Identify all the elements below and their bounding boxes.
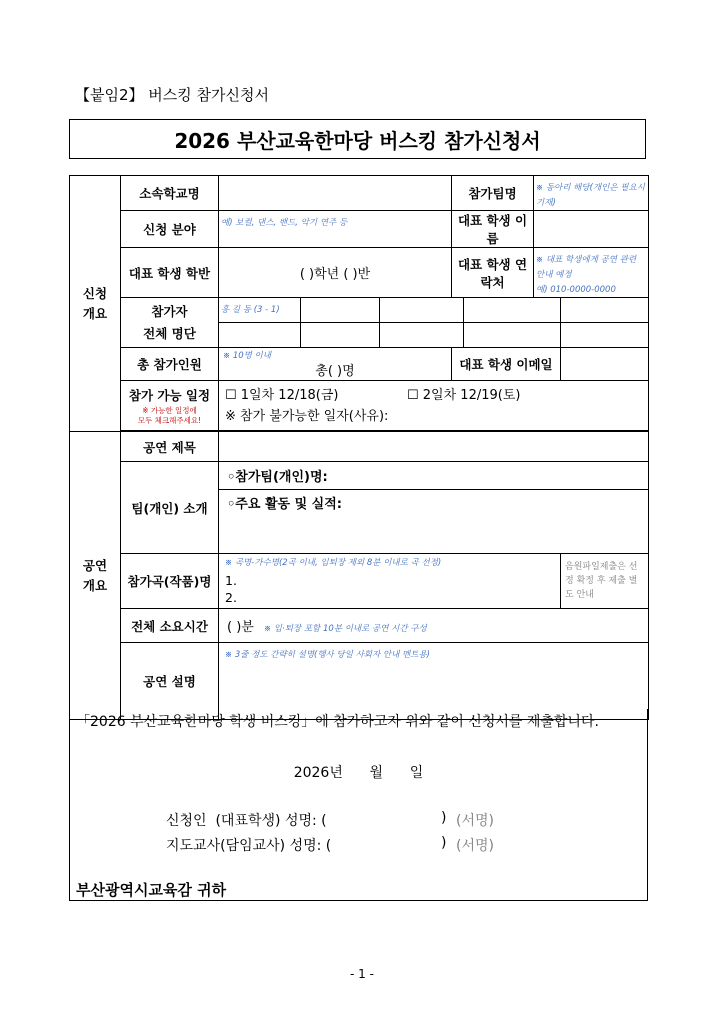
rep-contact-hint: ※ 대표 학생에게 공연 관련 안내 예정 예) 010-0000-0000 xyxy=(536,255,637,295)
duration-hint: ※ 입·퇴장 포함 10분 이내로 공연 시간 구성 xyxy=(263,624,427,634)
song-2: 2. xyxy=(225,590,237,605)
field-label: 신청 분야 xyxy=(121,211,219,248)
schedule-option-day1[interactable]: ☐ 1일차 12/18(금) xyxy=(225,387,339,403)
description-hint: ※ 3줄 정도 간략히 설명(행사 당일 사회자 안내 멘트용) xyxy=(225,650,430,660)
duration-value: ( )분 xyxy=(227,620,254,635)
songs-label: 참가곡(작품)명 xyxy=(121,554,219,609)
rep-grade-input[interactable] xyxy=(219,248,452,298)
rep-name-label: 대표 학생 이름 xyxy=(452,211,534,248)
team-name-input[interactable] xyxy=(534,176,649,211)
participant-cell[interactable] xyxy=(464,298,561,323)
section-performance xyxy=(70,432,121,720)
perf-title-input[interactable] xyxy=(219,432,649,462)
team-intro-activities[interactable] xyxy=(219,490,649,554)
rep-email-input[interactable] xyxy=(561,348,649,381)
applicant-close: ) xyxy=(441,810,447,826)
teacher-sign[interactable]: (서명) xyxy=(456,838,494,854)
duration-input[interactable] xyxy=(219,609,649,643)
description-input[interactable] xyxy=(219,643,649,720)
section-performance-label: 공연 개요 xyxy=(82,557,108,593)
participant-cell[interactable] xyxy=(464,323,561,348)
participant-cell[interactable] xyxy=(380,298,464,323)
form-title: 2026 부산교육한마당 버스킹 참가신청서 xyxy=(69,119,646,159)
teacher-line: 지도교사(담임교사) 성명: ( xyxy=(166,838,332,854)
section-overview-label: 신청 개요 xyxy=(82,285,108,321)
team-intro-line2: ◦주요 활동 및 실적: xyxy=(227,497,342,512)
applicant-line: 신청인 (대표학생) 성명: ( xyxy=(166,813,327,829)
duration-label: 전체 소요시간 xyxy=(121,609,219,643)
submission-footer xyxy=(69,709,648,901)
perf-title-label: 공연 제목 xyxy=(121,432,219,462)
teacher-close: ) xyxy=(441,835,447,851)
applicant-sign[interactable]: (서명) xyxy=(456,813,494,829)
songs-hint: ※ 곡명-가수명(2곡 이내, 입퇴장 제외 8분 이내로 곡 선정) xyxy=(225,558,442,568)
recipient: 부산광역시교육감 귀하 xyxy=(76,881,227,899)
participant-cell[interactable] xyxy=(219,323,301,348)
rep-name-input[interactable] xyxy=(534,211,649,248)
participant-cell[interactable] xyxy=(380,323,464,348)
participants-label: 참가자 전체 명단 xyxy=(121,298,219,348)
rep-grade-label: 대표 학생 학반 xyxy=(121,248,219,298)
school-label: 소속학교명 xyxy=(121,176,219,211)
schedule-note: ※ 가능한 일정에 모두 체크해주세요! xyxy=(137,405,202,425)
attachment-label: 【붙임2】 버스킹 참가신청서 xyxy=(75,86,269,104)
total-hint: ※ 10명 이내 xyxy=(223,351,271,361)
team-intro-name[interactable] xyxy=(219,462,649,490)
schedule-label: 참가 가능 일정 xyxy=(128,387,211,403)
schedule-unavailable[interactable]: ※ 참가 불가능한 일자(사유): xyxy=(225,408,389,424)
participant-cell[interactable] xyxy=(301,298,380,323)
application-form-table xyxy=(69,175,649,720)
participants-hint: 홍 길 동 (3 - 1) xyxy=(221,305,280,315)
schedule-options xyxy=(219,381,649,431)
songs-note: 음원파일제출은 선정 확정 후 제출 별도 안내 xyxy=(561,554,649,609)
page-number: - 1 - xyxy=(350,967,374,981)
school-input[interactable] xyxy=(219,176,452,211)
participant-cell[interactable] xyxy=(561,323,649,348)
field-hint: 예) 보컬, 댄스, 밴드, 악기 연주 등 xyxy=(221,218,348,228)
total-label: 총 참가인원 xyxy=(121,348,219,381)
song-1: 1. xyxy=(225,573,237,588)
grade-value: ( )학년 ( )반 xyxy=(299,267,371,282)
section-overview xyxy=(70,176,121,432)
schedule-option-day2[interactable]: ☐ 2일차 12/19(토) xyxy=(407,387,521,403)
team-name-label: 참가팀명 xyxy=(452,176,534,211)
field-input[interactable] xyxy=(219,211,452,248)
rep-contact-input[interactable] xyxy=(534,248,649,298)
team-intro-label: 팀(개인) 소개 xyxy=(121,462,219,554)
date-line: 2026년 월 일 xyxy=(293,765,424,781)
schedule-label-cell xyxy=(121,381,219,431)
songs-input[interactable] xyxy=(219,554,561,609)
total-input[interactable] xyxy=(219,348,452,381)
statement: 「2026 부산교육한마당 학생 버스킹」에 참가하고자 위와 같이 신청서를 제출합니다. xyxy=(76,714,599,730)
participant-cell[interactable] xyxy=(301,323,380,348)
participant-cell[interactable] xyxy=(561,298,649,323)
rep-email-label: 대표 학생 이메일 xyxy=(452,348,561,381)
team-name-hint: ※ 동아리 해당(개인은 필요시 기재) xyxy=(536,183,645,208)
rep-contact-label: 대표 학생 연락처 xyxy=(452,248,534,298)
total-value: 총( )명 xyxy=(315,363,355,379)
participant-cell[interactable] xyxy=(219,298,301,323)
description-label: 공연 설명 xyxy=(121,643,219,720)
team-intro-line1: ◦참가팀(개인)명: xyxy=(227,470,328,485)
